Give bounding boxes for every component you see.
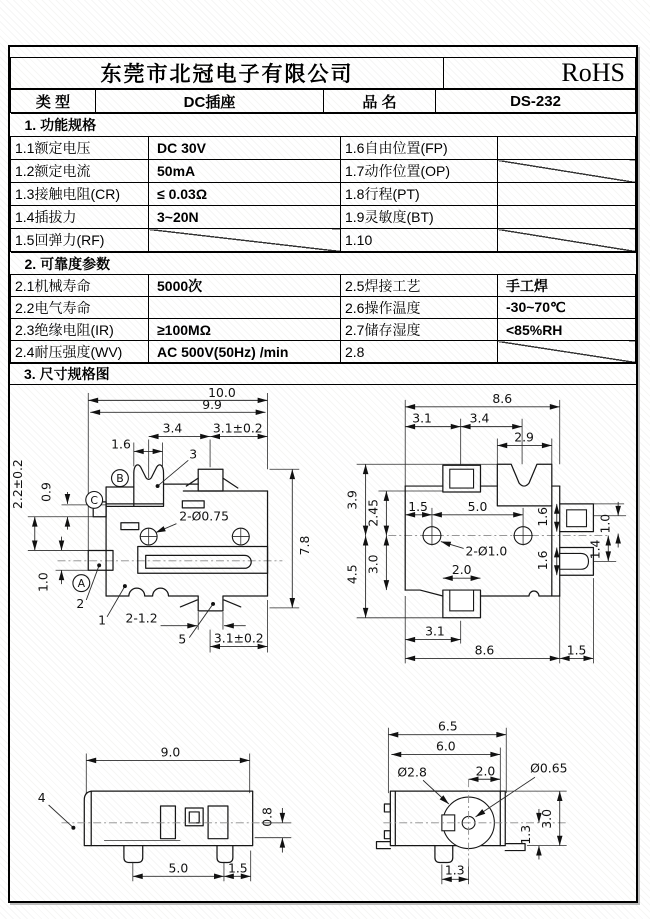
spec-label: 1.5回弹力(RF) xyxy=(11,229,149,252)
spec-label: 1.8行程(PT) xyxy=(341,183,498,206)
dim-label: 3.4 xyxy=(469,411,490,426)
reliability-spec-table xyxy=(10,252,636,363)
spec-value-empty xyxy=(498,137,636,160)
spec-value: 3~20N xyxy=(149,206,341,229)
title-bar xyxy=(10,57,636,89)
dim-label: 8.6 xyxy=(474,643,495,658)
dim-label: 1.3 xyxy=(519,824,534,845)
spec-label: 2.8 xyxy=(341,341,498,363)
spec-value: -30~70℃ xyxy=(498,297,636,319)
drawing-front-view xyxy=(11,386,312,653)
rohs-mark: RoHS xyxy=(444,58,636,89)
dim-label: 2.45 xyxy=(366,499,381,527)
table-row xyxy=(11,341,636,363)
type-label: 类 型 xyxy=(11,90,96,113)
hole-callout: 2-Ø1.0 xyxy=(465,544,508,559)
dim-label: 3.4 xyxy=(162,421,183,436)
part-number-label: 2 xyxy=(76,596,85,611)
section2-title: 2. 可靠度参数 xyxy=(11,253,636,275)
part-id-row xyxy=(10,89,636,113)
spec-label: 1.1额定电压 xyxy=(11,137,149,160)
spec-label: 2.7储存湿度 xyxy=(341,319,498,341)
table-row xyxy=(11,319,636,341)
drawing-top-view xyxy=(346,392,626,664)
table-row xyxy=(11,183,636,206)
dim-label: 3.1 xyxy=(412,411,432,426)
table-row xyxy=(11,206,636,229)
dim-label: 1.5 xyxy=(227,861,248,876)
table-row xyxy=(11,137,636,160)
spec-value-empty xyxy=(149,297,341,319)
dim-label: 9.0 xyxy=(160,745,181,760)
spec-value: 手工焊 xyxy=(498,275,636,297)
table-row xyxy=(11,229,636,252)
dim-label: 1.4 xyxy=(588,539,603,560)
section1-title: 1. 功能规格 xyxy=(11,114,636,137)
spec-value: 50mA xyxy=(149,160,341,183)
dim-label: 1.5 xyxy=(408,499,428,514)
dim-label: 5.0 xyxy=(467,499,488,514)
spec-value-na xyxy=(498,229,636,252)
type-value: DC插座 xyxy=(96,90,324,113)
spec-label: 1.4插拔力 xyxy=(11,206,149,229)
spec-value: 5000次 xyxy=(149,275,341,297)
company-name: 东莞市北冠电子有限公司 xyxy=(11,58,444,89)
dim-label: 1.6 xyxy=(535,506,550,527)
dim-label: 3.9 xyxy=(345,490,360,510)
dim-label: 3.1±0.2 xyxy=(212,421,263,436)
table-row xyxy=(11,160,636,183)
table-row xyxy=(11,275,636,297)
spec-label: 1.2额定电流 xyxy=(11,160,149,183)
hole-callout: Ø2.8 xyxy=(397,765,427,780)
section3-title: 3. 尺寸规格图 xyxy=(10,364,636,385)
dim-label: 3.1±0.2 xyxy=(213,631,264,646)
dim-label: 2.0 xyxy=(451,563,472,578)
datum-label: B xyxy=(116,472,124,486)
part-number-label: 1 xyxy=(98,613,107,628)
dim-label: 2.0 xyxy=(475,764,496,779)
dim-label: 8.6 xyxy=(492,391,513,406)
spec-label: 2.5焊接工艺 xyxy=(341,275,498,297)
spec-label: 1.9灵敏度(BT) xyxy=(341,206,498,229)
dim-label: 3.0 xyxy=(366,554,381,575)
spec-value-na xyxy=(498,341,636,363)
datum-label: C xyxy=(90,493,98,507)
dim-label: 1.0 xyxy=(598,513,613,534)
datasheet-page xyxy=(8,45,638,903)
spec-value: ≤ 0.03Ω xyxy=(149,183,341,206)
spec-label: 1.7动作位置(OP) xyxy=(341,160,498,183)
dim-label: 9.9 xyxy=(202,397,222,412)
spec-label: 2.4耐压强度(WV) xyxy=(11,341,149,363)
spec-value: <85%RH xyxy=(498,319,636,341)
table-row xyxy=(11,297,636,319)
datum-label: A xyxy=(77,577,86,591)
part-number-label: 4 xyxy=(37,791,46,806)
part-number-label: 5 xyxy=(178,632,187,647)
dim-label: 5.0 xyxy=(168,861,189,876)
dim-label: 4.5 xyxy=(345,564,360,585)
spec-value-empty xyxy=(498,206,636,229)
dim-label: 2-1.2 xyxy=(125,611,158,626)
dim-label: 3.0 xyxy=(539,809,554,829)
spec-label: 2.1机械寿命 xyxy=(11,275,149,297)
dim-label: 10.0 xyxy=(208,385,236,400)
hole-callout: 2-Ø0.75 xyxy=(179,509,229,524)
spec-value: ≥100MΩ xyxy=(149,319,341,341)
top-gap xyxy=(10,47,636,57)
dim-label: 0.9 xyxy=(39,482,54,502)
dim-label: 1.5 xyxy=(566,643,587,658)
dim-label: 1.3 xyxy=(444,863,465,878)
spec-value-empty xyxy=(498,183,636,206)
spec-label: 1.3接触电阻(CR) xyxy=(11,183,149,206)
dim-label: 1.0 xyxy=(36,572,51,592)
part-number-label: 3 xyxy=(189,447,198,462)
hole-callout: Ø0.65 xyxy=(530,761,568,776)
section3-header xyxy=(10,363,636,385)
name-label: 品 名 xyxy=(324,90,436,113)
name-value: DS-232 xyxy=(436,90,636,113)
dim-label: 6.5 xyxy=(437,719,458,734)
dim-label: 2.2±0.2 xyxy=(10,459,25,509)
dimension-drawings xyxy=(10,385,636,913)
dim-label: 2.9 xyxy=(514,430,534,445)
spec-value-na xyxy=(149,229,341,252)
spec-value: AC 500V(50Hz) /min xyxy=(149,341,341,363)
spec-label: 2.6操作温度 xyxy=(341,297,498,319)
dim-label: 1.6 xyxy=(535,550,550,571)
dim-label: 6.0 xyxy=(435,739,456,754)
spec-label: 2.3绝缘电阻(IR) xyxy=(11,319,149,341)
functional-spec-table xyxy=(10,113,636,252)
dim-label: 0.8 xyxy=(260,807,275,827)
spec-value-na xyxy=(498,160,636,183)
drawing-face-view xyxy=(376,720,567,885)
spec-label: 1.6自由位置(FP) xyxy=(341,137,498,160)
spec-label: 1.10 xyxy=(341,229,498,252)
dim-label: 1.6 xyxy=(111,437,131,452)
dim-label: 3.1 xyxy=(425,624,445,639)
spec-value: DC 30V xyxy=(149,137,341,160)
drawing-side-view xyxy=(38,745,292,881)
spec-label: 2.2电气寿命 xyxy=(11,297,149,319)
dim-label: 7.8 xyxy=(298,535,313,556)
